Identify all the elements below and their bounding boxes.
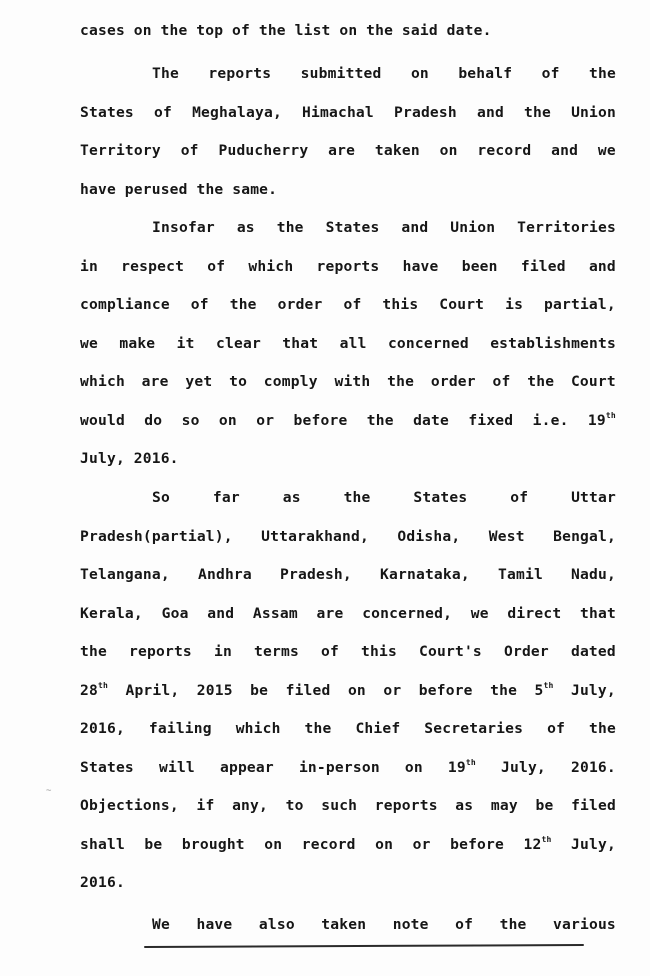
word: which (80, 373, 125, 390)
word: that (282, 334, 319, 352)
word: list (294, 22, 331, 39)
word: the (229, 296, 257, 313)
word: would (80, 411, 125, 429)
text-line (80, 518, 616, 557)
word: Tamil (498, 566, 543, 583)
word: do (144, 411, 163, 429)
word: on (133, 22, 152, 39)
word: behalf (458, 65, 513, 82)
word: order (277, 296, 323, 313)
word: filed (571, 797, 616, 814)
text-line (80, 864, 616, 903)
text-line (80, 633, 616, 672)
word: of (343, 296, 362, 313)
word: make (119, 334, 156, 352)
word: 19th (587, 410, 616, 429)
word: 19th (447, 757, 476, 776)
word: be (535, 797, 554, 814)
word: So (152, 489, 170, 506)
word: Union (450, 219, 496, 236)
word: it (176, 334, 195, 352)
word: States (325, 219, 380, 236)
word: we (470, 604, 489, 622)
word: 2015 (196, 681, 233, 699)
word: before (418, 681, 473, 699)
word: 2016. (570, 758, 616, 776)
word: as (236, 219, 255, 236)
word: and (551, 142, 579, 159)
word: the (80, 643, 107, 660)
text-line (80, 402, 616, 441)
word: States (413, 489, 468, 506)
word: shall (80, 835, 125, 853)
word: 28th (80, 680, 109, 699)
word: We (152, 916, 170, 933)
word: or (256, 411, 275, 429)
word: comply (263, 373, 318, 390)
word: July, (570, 681, 616, 699)
word: record (301, 835, 356, 853)
word: concerned (387, 334, 469, 352)
text-line (80, 132, 616, 171)
word: so (181, 411, 200, 429)
word: Insofar (152, 219, 215, 236)
word: appear (219, 758, 274, 776)
word: such (321, 797, 358, 814)
word: we (80, 334, 98, 352)
text-line (80, 440, 616, 479)
word: or (383, 681, 402, 699)
word: 12th (523, 834, 552, 853)
word: and (207, 604, 235, 622)
scan-smudge-mark: ~ (46, 786, 52, 796)
word: far (212, 489, 240, 506)
word: of (455, 916, 474, 933)
word: note (392, 916, 429, 933)
word: or (412, 835, 431, 853)
text-line (80, 556, 616, 595)
word: as (455, 797, 474, 814)
word: of (541, 65, 560, 82)
text-line (80, 248, 616, 287)
word: Karnataka, (380, 566, 470, 583)
word: failing (148, 720, 212, 737)
word: the (527, 373, 555, 390)
word: of (180, 142, 199, 159)
text-line (80, 12, 616, 51)
word: which (248, 257, 294, 275)
word: dated (570, 643, 616, 660)
word: date (413, 411, 450, 429)
word: Court (439, 296, 485, 313)
word: i.e. (532, 411, 569, 429)
word: Meghalaya, (192, 103, 282, 121)
word: Territories (517, 219, 616, 236)
word: also (258, 916, 295, 933)
word: submitted (300, 65, 382, 82)
word: Odisha, (397, 527, 461, 545)
word: the (387, 373, 415, 390)
word: is (505, 296, 524, 313)
word: of (510, 489, 529, 506)
word: on (218, 411, 237, 429)
word: establishments (490, 334, 616, 352)
word: of (320, 643, 339, 660)
word: and (476, 103, 504, 121)
word: have (402, 257, 439, 275)
word: compliance (80, 296, 170, 313)
word: Himachal (302, 103, 374, 121)
text-line (80, 710, 616, 749)
word: on (439, 142, 458, 159)
word: the (160, 22, 188, 39)
word: concerned, (362, 604, 453, 622)
word: date. (446, 22, 492, 39)
word: are (141, 373, 169, 390)
word: as (282, 489, 301, 506)
word: with (334, 373, 371, 390)
word: various (553, 916, 616, 933)
word: the (499, 916, 527, 933)
word: the (196, 180, 224, 198)
word: filed (520, 257, 566, 275)
word: Union (571, 103, 616, 121)
word: the (524, 103, 551, 121)
word: of (207, 257, 226, 275)
word: of (190, 296, 209, 313)
word: on (339, 22, 358, 39)
word: West (488, 527, 525, 545)
word: record (477, 142, 532, 159)
word: before (450, 835, 505, 853)
word: the (366, 411, 394, 429)
word: order (430, 373, 476, 390)
text-line (80, 286, 616, 325)
word: cases (80, 22, 125, 39)
word: before (293, 411, 348, 429)
text-line (80, 479, 616, 518)
text-line (80, 826, 616, 865)
word: 5th (534, 680, 554, 699)
word: may (490, 797, 518, 814)
word: of (154, 103, 172, 121)
word: been (461, 257, 498, 275)
word: on (404, 758, 423, 776)
word: if (196, 797, 215, 814)
paragraph-1 (80, 12, 616, 51)
word: the (589, 65, 616, 82)
word: on (375, 835, 394, 853)
word: are (316, 604, 344, 622)
word: Court (570, 373, 616, 390)
word: The (152, 65, 179, 82)
word: the (490, 681, 518, 699)
word: have (196, 916, 233, 933)
word: Puducherry (218, 142, 309, 159)
text-line (80, 906, 616, 945)
word: perused (124, 180, 188, 198)
text-line (80, 55, 616, 94)
word: the (258, 22, 286, 39)
word: Territory (80, 142, 161, 159)
word: 2016. (80, 874, 125, 891)
word: any, (232, 797, 269, 814)
word: Kerala, (80, 604, 143, 622)
word: taken (321, 916, 367, 933)
word: the (304, 720, 332, 737)
paragraph-4 (80, 479, 616, 903)
paragraph-2 (80, 55, 616, 209)
word: the (276, 219, 304, 236)
word: are (328, 142, 356, 159)
text-line (80, 595, 616, 634)
word: we (597, 142, 616, 159)
word: respect (121, 257, 185, 275)
word: reports (129, 643, 192, 660)
handwritten-underline (144, 944, 584, 948)
word: the (343, 489, 371, 506)
word: 2016, (80, 720, 125, 737)
word: on (264, 835, 283, 853)
word: will (158, 758, 195, 776)
word: of (492, 373, 511, 390)
word: to (229, 373, 248, 390)
word: filed (285, 681, 331, 699)
word: this (382, 296, 419, 313)
paragraph-5 (80, 906, 616, 945)
word: Chief (355, 720, 401, 737)
word: fixed (468, 411, 514, 429)
word: Bengal, (553, 527, 616, 545)
word: partial, (544, 296, 616, 313)
word: direct (507, 604, 562, 622)
word: July, (500, 758, 546, 776)
word: States (80, 103, 134, 121)
word: 2016. (133, 450, 179, 467)
word: on (347, 681, 366, 699)
word: Andhra (197, 566, 252, 583)
word: and (401, 219, 429, 236)
word: July, (80, 450, 125, 467)
text-line (80, 325, 616, 364)
word: Telangana, (80, 566, 170, 583)
word: in-person (298, 758, 380, 776)
word: of (547, 720, 566, 737)
word: reports (316, 257, 380, 275)
text-line (80, 209, 616, 248)
word: be (250, 681, 269, 699)
word: Secretaries (424, 720, 524, 737)
word: reports (208, 65, 272, 82)
paragraph-3 (80, 209, 616, 479)
word: which (235, 720, 281, 737)
word: terms (254, 643, 299, 660)
word: taken (374, 142, 420, 159)
word: yet (185, 373, 213, 390)
word: be (144, 835, 163, 853)
word: in (80, 257, 98, 275)
word: Pradesh (393, 103, 457, 121)
word: Court's (419, 643, 482, 660)
word: Nadu, (571, 566, 616, 583)
word: of (232, 22, 251, 39)
word: Pradesh, (280, 566, 352, 583)
word: States (80, 758, 134, 776)
word: and (588, 257, 616, 275)
word: same. (232, 180, 278, 198)
word: that (580, 604, 616, 622)
text-line (80, 363, 616, 402)
word: Pradesh(partial), (80, 527, 233, 545)
word: the (366, 22, 394, 39)
text-line (80, 171, 616, 210)
word: this (361, 643, 397, 660)
text-line (80, 787, 616, 826)
word: Assam (252, 604, 298, 622)
word: Goa (161, 604, 189, 622)
word: said (401, 22, 438, 39)
word: clear (216, 334, 261, 352)
text-line (80, 749, 616, 788)
word: Uttarakhand, (261, 527, 370, 545)
word: the (588, 720, 616, 737)
text-line (80, 672, 616, 711)
word: have (80, 180, 116, 198)
word: Objections, (80, 797, 179, 814)
text-line (80, 94, 616, 133)
word: on (410, 65, 429, 82)
word: April, (125, 681, 180, 699)
word: all (339, 334, 367, 352)
word: top (196, 22, 224, 39)
word: reports (374, 797, 438, 814)
word: Order (503, 643, 549, 660)
word: brought (181, 835, 245, 853)
word: Uttar (571, 489, 616, 506)
word: to (285, 797, 304, 814)
word: in (213, 643, 232, 660)
word: July, (571, 835, 616, 853)
